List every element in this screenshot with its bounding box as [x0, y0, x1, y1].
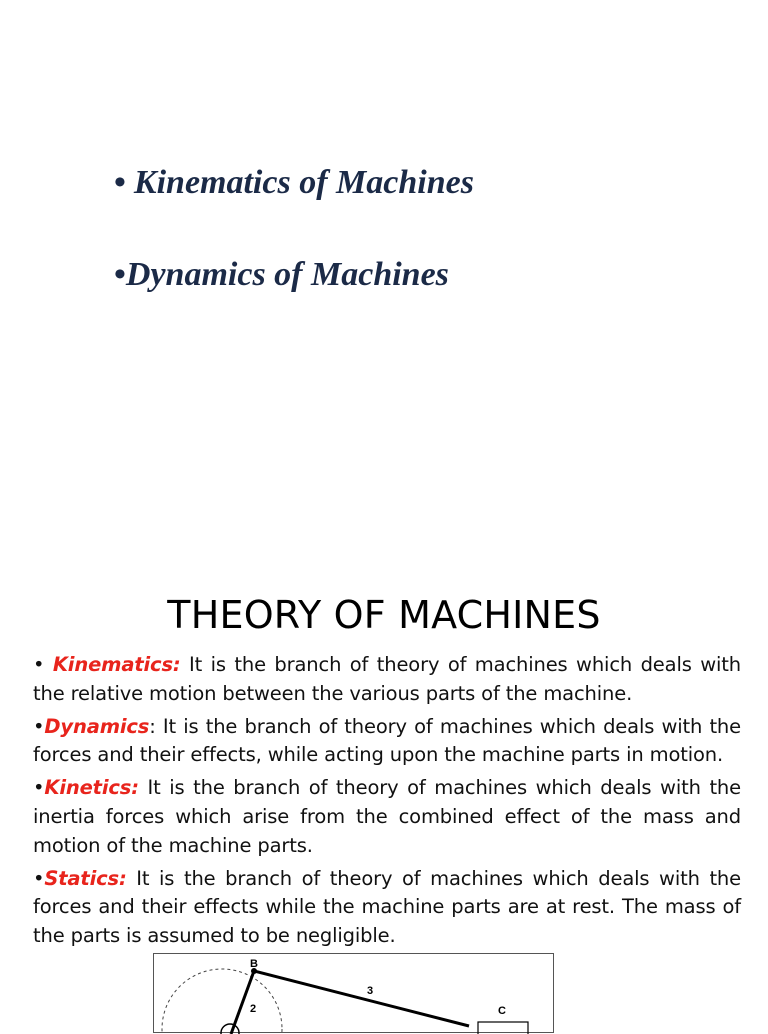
- definition-text: It is the branch of theory of machines which deals with the forces and their effects while the machine parts are at rest. The mass of the parts is assumed to be negligible.: [33, 866, 741, 948]
- definition-text: It is the branch of theory of machines which deals with the inertia forces which arise from the combined effect of the mass and motion of the machine parts.: [33, 776, 741, 857]
- slider-crank-diagram: [153, 953, 554, 1033]
- bullet-dot: •: [33, 866, 45, 890]
- page-title: THEORY OF MACHINES: [167, 593, 601, 637]
- label-b: B: [250, 958, 258, 970]
- bullet-text: Dynamics of Machines: [125, 256, 449, 293]
- slider-crank-svg: [154, 954, 555, 1034]
- definition-dynamics: [33, 713, 741, 771]
- bullet-text: Kinematics of Machines: [133, 164, 474, 201]
- definition-statics: [33, 865, 741, 951]
- link-3: [254, 971, 469, 1026]
- definition-text: It is the branch of theory of machines which deals with the relative motion between the various parts of the machine.: [33, 653, 741, 705]
- bullet-dynamics-of-machines: [114, 255, 449, 295]
- crank-circle: [162, 969, 282, 1034]
- bullet-dot: •: [33, 776, 45, 800]
- definition-text: : It is the branch of theory of machines which deals with the forces and their effects, while acting upon the machine parts in motion.: [33, 714, 741, 767]
- bullet-dot: •: [33, 714, 45, 738]
- bullet-kinematics-of-machines: [114, 163, 474, 203]
- label-link-2: 2: [250, 1003, 257, 1015]
- bullet-dot: •: [114, 164, 126, 201]
- definition-kinematics: [33, 651, 741, 709]
- bullet-dot: •: [33, 653, 53, 676]
- bullet-dot: •: [114, 256, 126, 293]
- label-link-3: 3: [367, 985, 374, 997]
- definition-kinetics: [33, 774, 741, 860]
- definitions-list: [33, 651, 741, 955]
- term-kinetics: Kinetics:: [44, 776, 139, 800]
- term-statics: Statics:: [44, 866, 127, 890]
- label-c: C: [498, 1005, 506, 1017]
- term-dynamics: Dynamics: [44, 714, 150, 738]
- term-kinematics: Kinematics:: [52, 653, 181, 676]
